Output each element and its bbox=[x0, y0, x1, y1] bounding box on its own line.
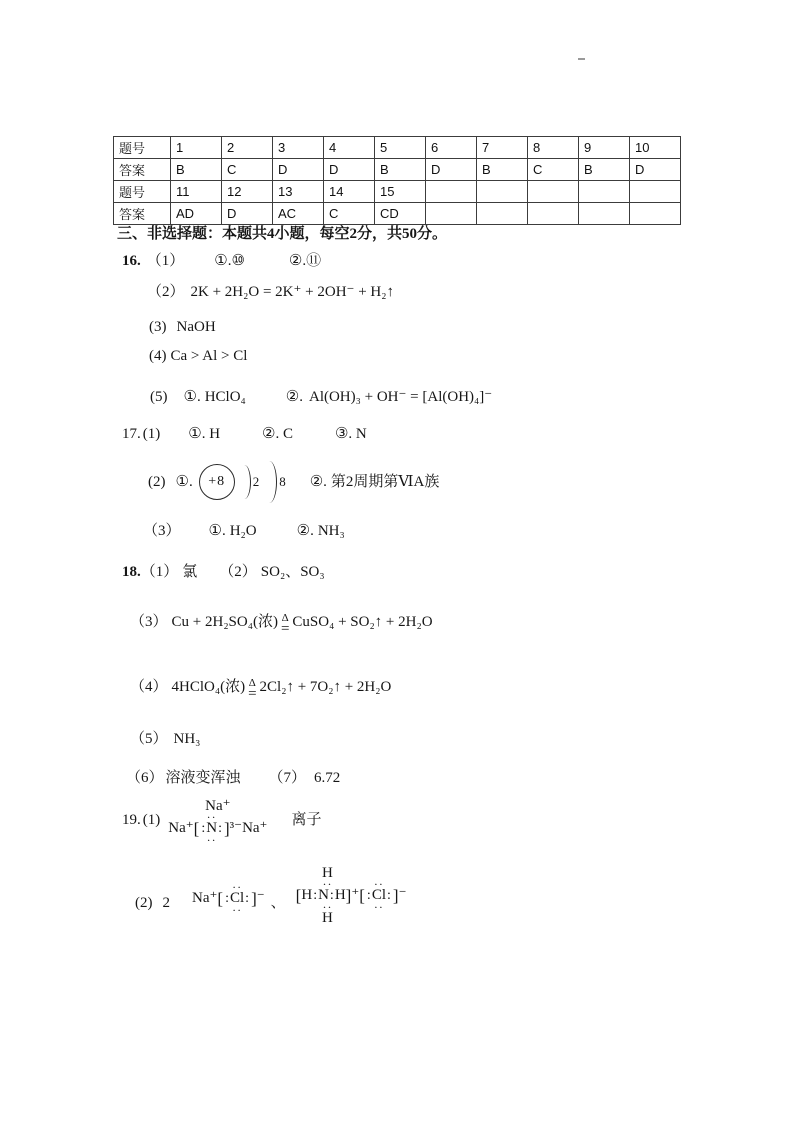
q17-p1-answer3: ③. N bbox=[334, 426, 367, 442]
q17-number: 17. bbox=[122, 426, 141, 442]
shell-electron-count-2: 8 bbox=[279, 474, 286, 489]
chloride-ion-dots bbox=[366, 877, 392, 914]
q18-p1-answer: 氯 bbox=[182, 564, 198, 580]
answer-table-cell: 5 bbox=[375, 137, 426, 159]
atom-nucleus: +8 bbox=[199, 464, 235, 500]
q16-p1-label: （1） bbox=[146, 253, 185, 269]
electron-pair-bottom: ·· bbox=[206, 832, 217, 847]
q17-p2-item2-number: ②. bbox=[309, 474, 327, 490]
right-bracket: ] bbox=[223, 818, 230, 838]
q18-number: 18. bbox=[122, 564, 141, 580]
answer-table-cell: 10 bbox=[630, 137, 681, 159]
q18-p4-equation-right: 2Cl₂↑ + 7O₂↑ + 2H₂O bbox=[259, 679, 392, 695]
answer-table-cell: AD bbox=[171, 203, 222, 225]
answer-table-row-header: 答案 bbox=[114, 203, 171, 225]
electron-pair-right: : bbox=[218, 820, 222, 836]
q19-number: 19. bbox=[122, 812, 141, 828]
q18-part4-line bbox=[130, 669, 391, 705]
answer-table-cell: D bbox=[324, 159, 375, 181]
answer-table-cell bbox=[630, 203, 681, 225]
shell-electron-count-1: 2 bbox=[252, 474, 260, 489]
answer-table-cell bbox=[528, 203, 579, 225]
heated-equals bbox=[281, 613, 289, 635]
delta-symbol: Δ bbox=[248, 677, 256, 689]
q17-p3-item1-number: ①. bbox=[208, 523, 226, 539]
q18-part6-7-line bbox=[126, 768, 340, 788]
q17-p3-answer1: H₂O bbox=[229, 523, 257, 539]
na3n-right-cation: Na⁺ bbox=[242, 819, 268, 836]
q16-p5-label: (5) bbox=[150, 389, 168, 405]
q18-p2-answer: SO₂、SO₃ bbox=[260, 564, 325, 580]
nitride-charge: ³⁻ bbox=[229, 819, 243, 836]
electron-pair-left: : bbox=[313, 888, 318, 903]
right-bracket: ] bbox=[345, 886, 352, 905]
q16-p5-item2-number: ②. bbox=[285, 389, 303, 405]
ammonium-h-left: H bbox=[301, 887, 313, 903]
left-bracket: [ bbox=[295, 886, 302, 905]
answer-table-cell: D bbox=[426, 159, 477, 181]
answer-table-cell: 11 bbox=[171, 181, 222, 203]
q16-p5-item1-number: ①. bbox=[183, 389, 201, 405]
answer-table-cell: 8 bbox=[528, 137, 579, 159]
answer-table-row-header: 题号 bbox=[114, 137, 171, 159]
answer-table-row bbox=[114, 159, 681, 181]
ammonium-charge: ⁺ bbox=[351, 887, 360, 903]
answer-table-cell: 15 bbox=[375, 181, 426, 203]
answer-table-cell: C bbox=[222, 159, 273, 181]
ammonium-ion bbox=[296, 865, 360, 926]
answer-table-cell bbox=[477, 203, 528, 225]
electron-pair-right: : bbox=[245, 891, 250, 906]
q16-part4-line bbox=[149, 346, 247, 366]
answer-table-cell bbox=[477, 181, 528, 203]
q18-p5-answer: NH₃ bbox=[173, 731, 201, 747]
q19-p2-value: 2 bbox=[162, 895, 170, 911]
q17-p1-answer2: ②. C bbox=[262, 426, 293, 442]
q16-p5-answer2: Al(OH)₃ + OH⁻ = [Al(OH)₄]⁻ bbox=[308, 389, 493, 405]
na3n-left-cation: Na⁺ bbox=[168, 819, 194, 836]
q17-p3-answer2: NH₃ bbox=[317, 523, 345, 539]
q19-part1-line bbox=[122, 794, 322, 846]
answer-table-row bbox=[114, 181, 681, 203]
q18-p3-label: （3） bbox=[130, 614, 168, 630]
q16-p1-answer2: ②.⑪ bbox=[288, 253, 322, 269]
electron-pair-left: : bbox=[201, 820, 206, 836]
answer-table-cell: 9 bbox=[579, 137, 630, 159]
q17-p3-item2-number: ②. bbox=[296, 523, 314, 539]
electron-pair-right: : bbox=[387, 888, 391, 903]
chloride-charge: ⁻ bbox=[398, 887, 407, 903]
q16-p5-answer1: HClO₄ bbox=[204, 389, 246, 405]
stray-mark bbox=[578, 58, 585, 60]
q18-p4-label: （4） bbox=[130, 679, 168, 695]
nacl-electron-formula bbox=[192, 880, 265, 926]
q17-p3-label: （3） bbox=[143, 523, 181, 539]
chloride-charge: ⁻ bbox=[256, 890, 265, 906]
answer-table-cell bbox=[426, 181, 477, 203]
answer-table-cell: D bbox=[222, 203, 273, 225]
answer-table-cell: CD bbox=[375, 203, 426, 225]
electron-pair-bottom: ·· bbox=[232, 903, 243, 917]
chlorine-symbol: Cl bbox=[229, 890, 245, 906]
delta-symbol: Δ bbox=[281, 612, 289, 624]
electron-shell-arc-2 bbox=[262, 461, 277, 503]
answer-table-row bbox=[114, 203, 681, 225]
answer-table-cell: 4 bbox=[324, 137, 375, 159]
answer-table bbox=[113, 136, 681, 225]
answer-table-cell: C bbox=[324, 203, 375, 225]
ammonium-h-top: H bbox=[322, 865, 333, 881]
electron-pair-left: : bbox=[225, 891, 229, 906]
q18-p5-label: （5） bbox=[130, 731, 168, 747]
q18-p7-answer: 6.72 bbox=[314, 770, 341, 786]
q18-p6-answer: 溶液变浑浊 bbox=[165, 770, 241, 786]
answer-table-cell: D bbox=[630, 159, 681, 181]
q16-p4-label: (4) bbox=[149, 348, 167, 364]
answer-table-cell: B bbox=[579, 159, 630, 181]
left-bracket: [ bbox=[359, 886, 365, 905]
answer-table-row-header: 题号 bbox=[114, 181, 171, 203]
q16-part1-line bbox=[122, 251, 321, 271]
answer-table-cell: 14 bbox=[324, 181, 375, 203]
chloride-ion-dots bbox=[224, 880, 250, 917]
section-heading: 三、非选择题：本题共4小题，每空2分，共50分。 bbox=[117, 226, 448, 242]
chlorine-symbol: Cl bbox=[371, 887, 386, 903]
answer-table-cell bbox=[579, 181, 630, 203]
q19-p1-label: (1) bbox=[142, 812, 161, 828]
q17-p2-item1-number: ①. bbox=[175, 474, 193, 490]
answer-table-cell: 2 bbox=[222, 137, 273, 159]
electron-pair-top: ·· bbox=[322, 877, 333, 891]
q17-p1-label: (1) bbox=[142, 426, 161, 442]
q16-p1-answer1: ①.⑩ bbox=[214, 253, 245, 269]
q17-part2-line bbox=[148, 458, 439, 506]
q19-part2-line bbox=[135, 852, 406, 926]
q17-p2-label: (2) bbox=[148, 474, 166, 490]
q16-p4-answer: Ca > Al > Cl bbox=[170, 348, 248, 364]
q18-p1-label: （1） bbox=[140, 564, 179, 580]
q18-part5-line bbox=[130, 729, 200, 749]
q19-p1-bond-type: 离子 bbox=[291, 812, 322, 828]
ammonium-h-bottom: H bbox=[322, 910, 333, 926]
answer-table-body bbox=[114, 137, 681, 225]
q18-p3-equation-right: CuSO₄ + SO₂↑ + 2H₂O bbox=[292, 614, 433, 630]
q17-part1-line bbox=[122, 424, 367, 444]
answer-table-cell: C bbox=[528, 159, 579, 181]
electron-pair-top: ·· bbox=[373, 877, 384, 891]
answer-table-cell: 12 bbox=[222, 181, 273, 203]
list-separator: 、 bbox=[270, 895, 286, 911]
answer-table-cell: 3 bbox=[273, 137, 324, 159]
q18-part3-line bbox=[130, 604, 433, 640]
oxygen-atom-structure-diagram bbox=[199, 461, 286, 503]
answer-table-cell bbox=[579, 203, 630, 225]
q19-p2-label: (2) bbox=[135, 895, 153, 911]
na3n-top-cation: Na⁺ bbox=[205, 797, 231, 814]
electron-pair-left: : bbox=[366, 888, 371, 903]
answer-table-cell: AC bbox=[273, 203, 324, 225]
electron-pair-right: : bbox=[329, 888, 334, 903]
ammonium-h-right: H bbox=[334, 887, 346, 903]
answer-table-cell bbox=[630, 181, 681, 203]
answer-table-cell: 6 bbox=[426, 137, 477, 159]
nacl-cation: Na⁺ bbox=[192, 890, 218, 906]
sodium-nitride-electron-formula bbox=[168, 797, 268, 847]
answer-table-cell: B bbox=[477, 159, 528, 181]
left-bracket: [ bbox=[217, 889, 224, 908]
electron-shell-arc-1 bbox=[238, 465, 251, 499]
answer-table-row bbox=[114, 137, 681, 159]
left-bracket: [ bbox=[193, 818, 200, 838]
nitrogen-symbol: N bbox=[206, 819, 218, 836]
q16-p2-label: （2） bbox=[147, 284, 185, 300]
q18-part1-line bbox=[122, 562, 325, 582]
q16-p3-label: (3) bbox=[149, 319, 167, 335]
q16-p2-equation: 2K + 2H₂O = 2K⁺ + 2OH⁻ + H₂↑ bbox=[190, 284, 394, 300]
right-bracket: ] bbox=[392, 886, 399, 905]
nitride-ion-dots bbox=[200, 809, 223, 847]
chloride-ion bbox=[359, 877, 407, 914]
answer-table-cell: 13 bbox=[273, 181, 324, 203]
electron-pair-bottom: ·· bbox=[322, 900, 333, 914]
answer-table-cell bbox=[528, 181, 579, 203]
q16-part5-line bbox=[150, 387, 492, 407]
electron-pair-top: ·· bbox=[232, 880, 243, 894]
q16-part3-line bbox=[149, 317, 216, 337]
answer-table-cell: D bbox=[273, 159, 324, 181]
answer-table-cell bbox=[426, 203, 477, 225]
equals-sign: = bbox=[280, 621, 290, 637]
answer-table-cell: B bbox=[171, 159, 222, 181]
q16-p3-answer: NaOH bbox=[176, 319, 216, 335]
q18-p6-label: （6） bbox=[126, 770, 164, 786]
answer-table-row-header: 答案 bbox=[114, 159, 171, 181]
q18-p2-label: （2） bbox=[219, 564, 257, 580]
electron-pair-bottom: ·· bbox=[373, 900, 384, 914]
q18-p4-equation-left: 4HClO₄(浓) bbox=[171, 679, 246, 695]
heated-equals bbox=[248, 678, 256, 700]
q16-part2-line bbox=[147, 282, 394, 302]
q18-p7-label: （7） bbox=[268, 770, 307, 786]
q17-p1-answer1: ①. H bbox=[188, 426, 221, 442]
right-bracket: ] bbox=[251, 889, 257, 908]
q17-part3-line bbox=[143, 521, 345, 541]
electron-pair-top: ·· bbox=[206, 809, 217, 824]
q16-number: 16. bbox=[122, 253, 141, 269]
nitrogen-symbol: N bbox=[318, 887, 329, 903]
answer-table-cell: B bbox=[375, 159, 426, 181]
ammonium-chloride-electron-formula bbox=[296, 865, 407, 926]
q17-p2-answer2: 第2周期第ⅥA族 bbox=[330, 474, 440, 490]
answer-table-cell: 1 bbox=[171, 137, 222, 159]
answer-table-cell: 7 bbox=[477, 137, 528, 159]
equals-sign: = bbox=[248, 686, 257, 702]
q18-p3-equation-left: Cu + 2H₂SO₄(浓) bbox=[171, 614, 278, 630]
